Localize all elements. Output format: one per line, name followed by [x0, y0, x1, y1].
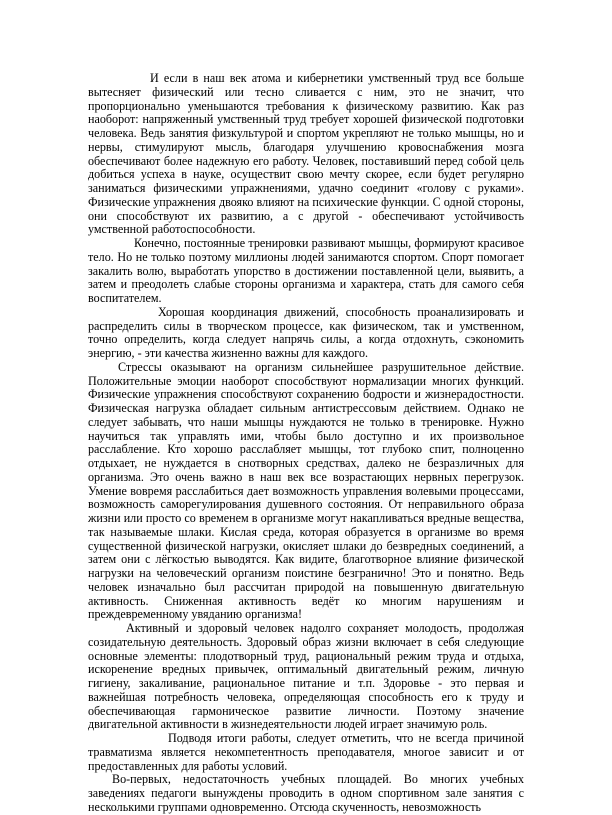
paragraph-conclusion: Подводя итоги работы, следует отметить, что не всегда причиной травматизма является некомпетентность преподавателя, многое зависит и от предоставленных для работы условий. — [88, 731, 524, 773]
paragraph-coordination: Хорошая координация движений, способность проанализировать и распределить силы в творческом процессе, как физическом, так и умственном, точно определить, когда следует напрячь силы, а когда отдохнуть, сэкономить энергию, - эти качества жизненно важны для каждого. — [88, 304, 524, 360]
paragraph-healthy-lifestyle: Активный и здоровый человек надолго сохраняет молодость, продолжая созидательную деятельность. Здоровый образ жизни включает в себя следующие основные элементы: плодотворный труд, рациональный режим труда и отдыха, искоренение вредных привычек, оптимальный двигательный режим, личную гигиену, закаливание, рациональное питание и т.п. Здоровье - это первая и важнейшая потребность человека, определяющая способность его к труду и обеспечивающая гармоническое развитие личности. Поэтому значение двигательной активности в жизнедеятельности людей играет значимую роль. — [88, 621, 524, 732]
paragraph-physical-and-mental-labor: И если в наш век атома и кибернетики умственный труд все больше вытесняет физический или тесно сливается с ним, это не значит, что пропорционально уменьшаются требования к физическому развитию. Как раз наоборот: напряженный умственный труд требует хорошей физической подготовки человека. Ведь занятия физкультурой и спортом укрепляют не только мышцы, но и нервы, стимулируют мысль, благодаря улучшению кровоснабжения мозга обеспечивают более надежную его работу. Человек, поставивший перед собой цель добиться успеха в науке, осуществит свою мечту скорее, если будет регулярно заниматься физическими упражнениями, удачно соединит «голову с руками». Физические упражнения двояко влияют на психические функции. С одной стороны, они способствуют их развитию, а с другой - обеспечивают устойчивость умственной работоспособности. — [88, 71, 524, 237]
paragraph-stress-and-relaxation: Стрессы оказывают на организм сильнейшее разрушительное действие. Положительные эмоции наоборот способствуют нормализации многих функций. Физические упражнения способствуют сохранению бодрости и жизнерадостности. Физическая нагрузка обладает сильным антистрессовым действием. Однако не следует забывать, что наши мышцы нуждаются не только в тренировке. Нужно научиться так управлять ими, чтобы было доступно и их произвольное расслабление. Кто хорошо расслабляет мышцы, тот глубоко спит, полноценно отдыхает, не нуждается в снотворных средствах, далеко не безразличных для организма. Это очень важно в наш век все возрастающих нервных перегрузок. Умение вовремя расслабиться дает возможность управления волевыми процессами, возможность саморегулирования душевного состояния. От неправильного образа жизни или просто со временем в организме могут накапливаться вредные вещества, так называемые шлаки. Кислая среда, которая образуется в организме во время существенной физической нагрузки, окисляет шлаки до безвредных соединений, а затем они с лёгкостью выводятся. Как видите, благотворное влияние физической нагрузки на человеческий организм поистине безгранично! Это и понятно. Ведь человек изначально был рассчитан природой на повышенную двигательную активность. Сниженная активность ведёт ко многим нарушениям и преждевременному увяданию организма! — [88, 359, 524, 622]
document-page — [88, 72, 524, 815]
paragraph-first-reason: Во-первых, недостаточность учебных площадей. Во многих учебных заведениях педагоги вынуждены проводить в одном спортивном зале занятия с несколькими группами одновременно. Отсюда скученность, невозможность — [88, 772, 524, 814]
paragraph-training-benefits: Конечно, постоянные тренировки развивают мышцы, формируют красивое тело. Но не только поэтому миллионы людей занимаются спортом. Спорт помогает закалить волю, выработать упорство в достижении поставленной цели, выявить, а затем и преодолеть слабые стороны организма и характера, стать для самого себя воспитателем. — [88, 236, 524, 305]
